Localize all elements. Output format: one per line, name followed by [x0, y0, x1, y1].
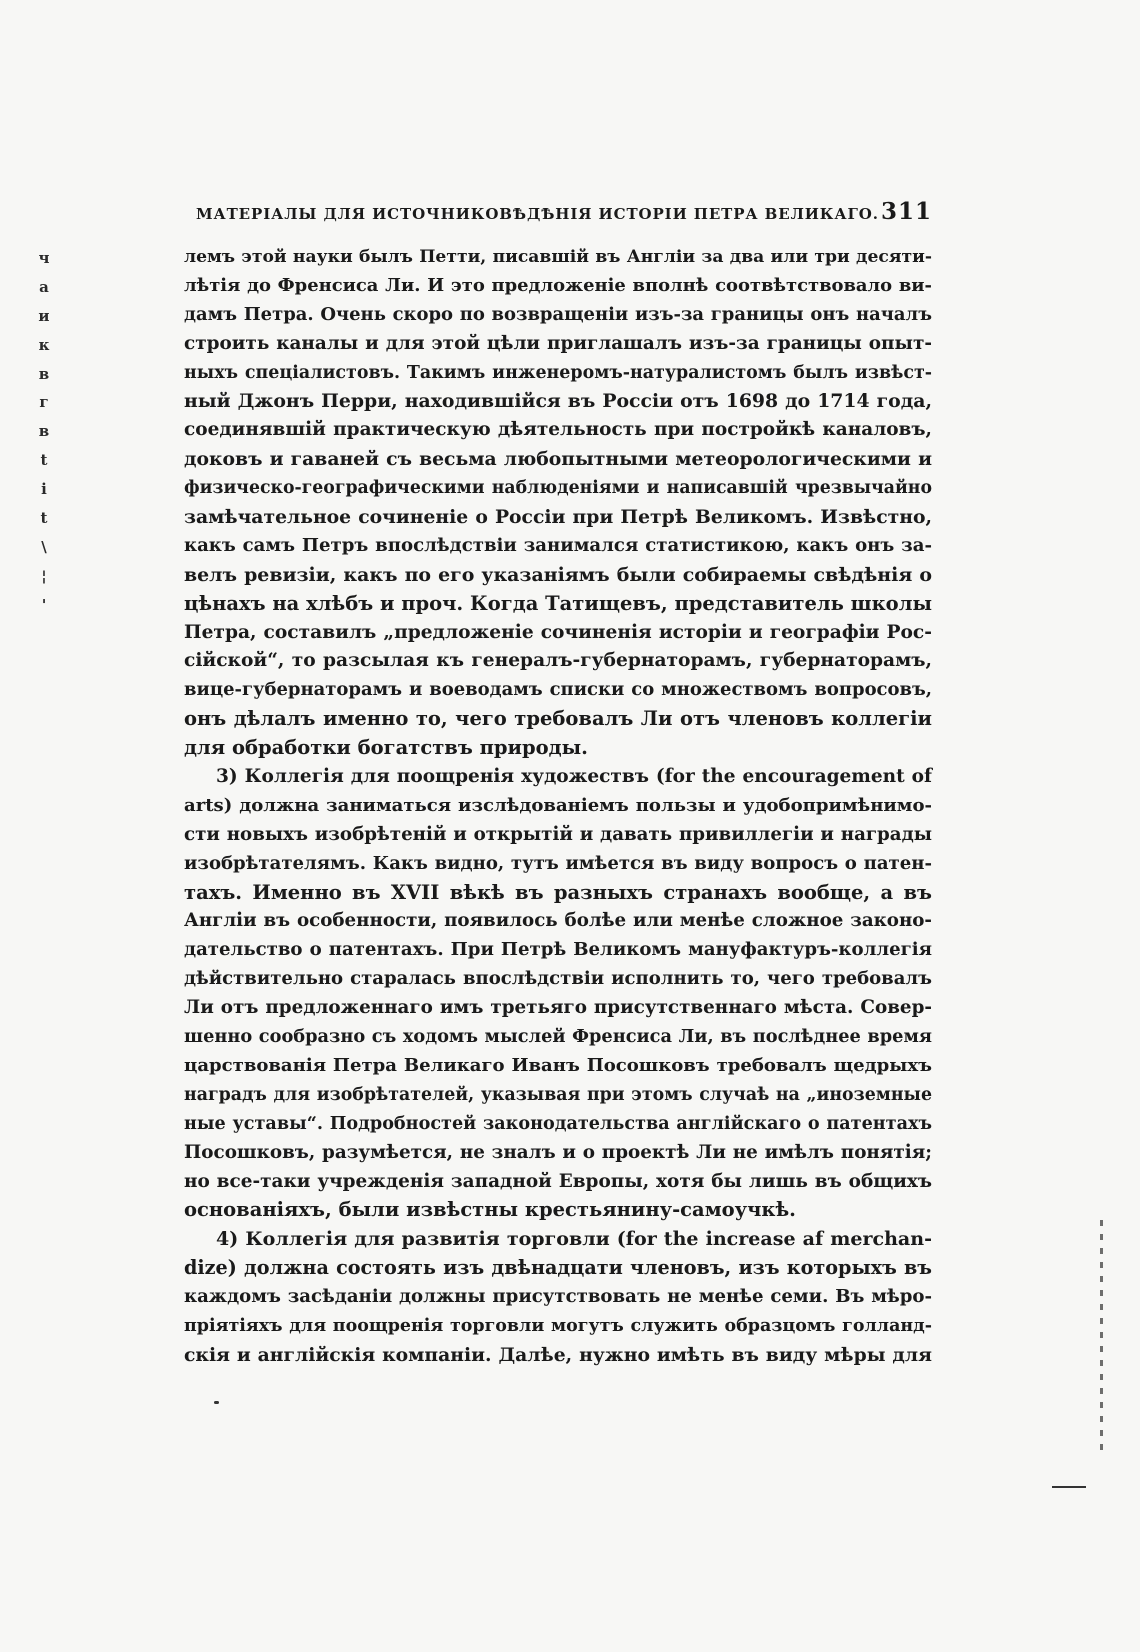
- paragraph-end-line: для обработки богатствъ природы.: [184, 736, 588, 760]
- text-line: дѣйствительно старалась впослѣдствіи исполнить то, чего требовалъ: [184, 968, 932, 990]
- paragraph-start-line: 3) Коллегія для поощренія художествъ (for the encouragement of: [216, 766, 932, 788]
- margin-mark: г: [39, 393, 49, 412]
- scan-dash-artifact: [1052, 1486, 1086, 1488]
- text-line: Англіи въ особенности, появилось болѣе или менѣе сложное законо-: [184, 910, 932, 932]
- margin-mark: в: [38, 364, 50, 383]
- margin-mark: \: [41, 537, 47, 556]
- text-line: лѣтія до Френсиса Ли. И это предложеніе вполнѣ соотвѣтствовало ви-: [184, 274, 932, 296]
- margin-mark: ¦: [41, 566, 47, 585]
- text-line: пріятіяхъ для поощренія торговли могутъ служить образцомъ голланд-: [184, 1315, 932, 1336]
- text-line: скія и англійскія компаніи. Далѣе, нужно имѣть въ виду мѣры для: [184, 1343, 932, 1366]
- margin-mark: к: [38, 335, 50, 354]
- text-line: онъ дѣлалъ именно то, чего требовалъ Ли отъ членовъ коллегіи: [184, 707, 932, 731]
- text-line: дательство о патентахъ. При Петрѣ Великомъ мануфактуръ-коллегія: [184, 939, 932, 961]
- text-line: Ли отъ предложеннаго имъ третьяго присутственнаго мѣста. Совер-: [184, 997, 932, 1019]
- text-line: цѣнахъ на хлѣбъ и проч. Когда Татищевъ, представитель школы: [184, 591, 932, 615]
- text-line: изобрѣтателямъ. Какъ видно, тутъ имѣется въ виду вопросъ о патен-: [184, 852, 932, 874]
- text-line: dize) должна состоять изъ двѣнадцати членовъ, изъ которыхъ въ: [184, 1256, 932, 1280]
- text-line: но все-таки учрежденія западной Европы, хотя бы лишь въ общихъ: [184, 1170, 932, 1192]
- margin-mark: і: [41, 480, 47, 499]
- page-number: 311: [880, 198, 932, 225]
- text-line: Посошковъ, разумѣется, не зналъ и о проектѣ Ли не имѣлъ понятія;: [184, 1141, 932, 1163]
- scan-edge-artifact: [1100, 1220, 1103, 1450]
- text-line: лемъ этой науки былъ Петти, писавшій въ Англіи за два или три десяти-: [184, 247, 932, 267]
- left-margin-marks: [34, 244, 54, 620]
- body-text: [184, 243, 932, 1370]
- paragraph-end-line: основаніяхъ, были извѣстны крестьянину-самоучкѣ.: [184, 1198, 796, 1222]
- text-line: строить каналы и для этой цѣли приглашалъ изъ-за границы опыт-: [184, 332, 932, 354]
- text-line: ныхъ спеціалистовъ. Такимъ инженеромъ-натуралистомъ былъ извѣст-: [184, 362, 932, 383]
- text-line: каждомъ засѣданіи должны присутствовать не менѣе семи. Въ мѣро-: [184, 1286, 932, 1308]
- running-head: [196, 198, 932, 225]
- scan-speck: [214, 1401, 219, 1404]
- running-title: МАТЕРІАЛЫ ДЛЯ ИСТОЧНИКОВѢДѢНІЯ ИСТОРІИ ПЕТРА ВЕЛИКАГО.: [196, 205, 879, 223]
- margin-mark: и: [38, 306, 50, 325]
- text-line: наградъ для изобрѣтателей, указывая при этомъ случаѣ на „иноземные: [184, 1084, 932, 1105]
- text-line: физическо-географическими наблюденіями и написавшій чрезвычайно: [184, 478, 932, 499]
- text-line: тахъ. Именно въ XVII вѣкѣ въ разныхъ странахъ вообще, а въ: [184, 880, 932, 904]
- text-line: дамъ Петра. Очень скоро по возвращеніи изъ-за границы онъ началъ: [184, 303, 932, 325]
- text-line: ный Джонъ Перри, находившійся въ Россіи отъ 1698 до 1714 года,: [184, 390, 932, 413]
- text-line: соединявшій практическую дѣятельность при постройкѣ каналовъ,: [184, 419, 932, 441]
- text-line: сійской“, то разсылая къ генералъ-губернаторамъ, губернаторамъ,: [184, 650, 932, 672]
- margin-mark: ч: [38, 249, 50, 267]
- text-line: велъ ревизіи, какъ по его указаніямъ были собираемы свѣдѣнія о: [184, 563, 932, 586]
- text-line: Петра, составилъ „предложеніе сочиненія исторіи и географіи Рос-: [184, 621, 932, 643]
- text-line: царствованія Петра Великаго Иванъ Посошковъ требовалъ щедрыхъ: [184, 1054, 932, 1076]
- margin-mark: t: [40, 509, 48, 528]
- text-line: ные уставы“. Подробностей законодательства англійскаго о патентахъ: [184, 1112, 932, 1134]
- text-line: какъ самъ Петръ впослѣдствіи занимался статистикою, какъ онъ за-: [184, 534, 932, 556]
- text-line: замѣчательное сочиненіе о Россіи при Петрѣ Великомъ. Извѣстно,: [184, 506, 932, 529]
- margin-mark: в: [38, 422, 50, 441]
- margin-mark: ': [41, 595, 47, 614]
- text-line: сти новыхъ изобрѣтеній и открытій и давать привиллегіи и награды: [184, 823, 932, 845]
- text-line: arts) должна заниматься изслѣдованіемъ пользы и удобопримѣнимо-: [184, 794, 932, 816]
- text-line: шенно сообразно съ ходомъ мыслей Френсиса Ли, въ послѣднее время: [184, 1026, 932, 1048]
- paragraph-start-line: 4) Коллегія для развитія торговли (for the increase af merchan-: [216, 1228, 932, 1251]
- margin-mark: t: [40, 451, 48, 470]
- text-line: вице-губернаторамъ и воеводамъ списки со множествомъ вопросовъ,: [184, 679, 932, 701]
- text-line: доковъ и гаваней съ весьма любопытными метеорологическими и: [184, 448, 932, 471]
- margin-mark: а: [39, 277, 49, 296]
